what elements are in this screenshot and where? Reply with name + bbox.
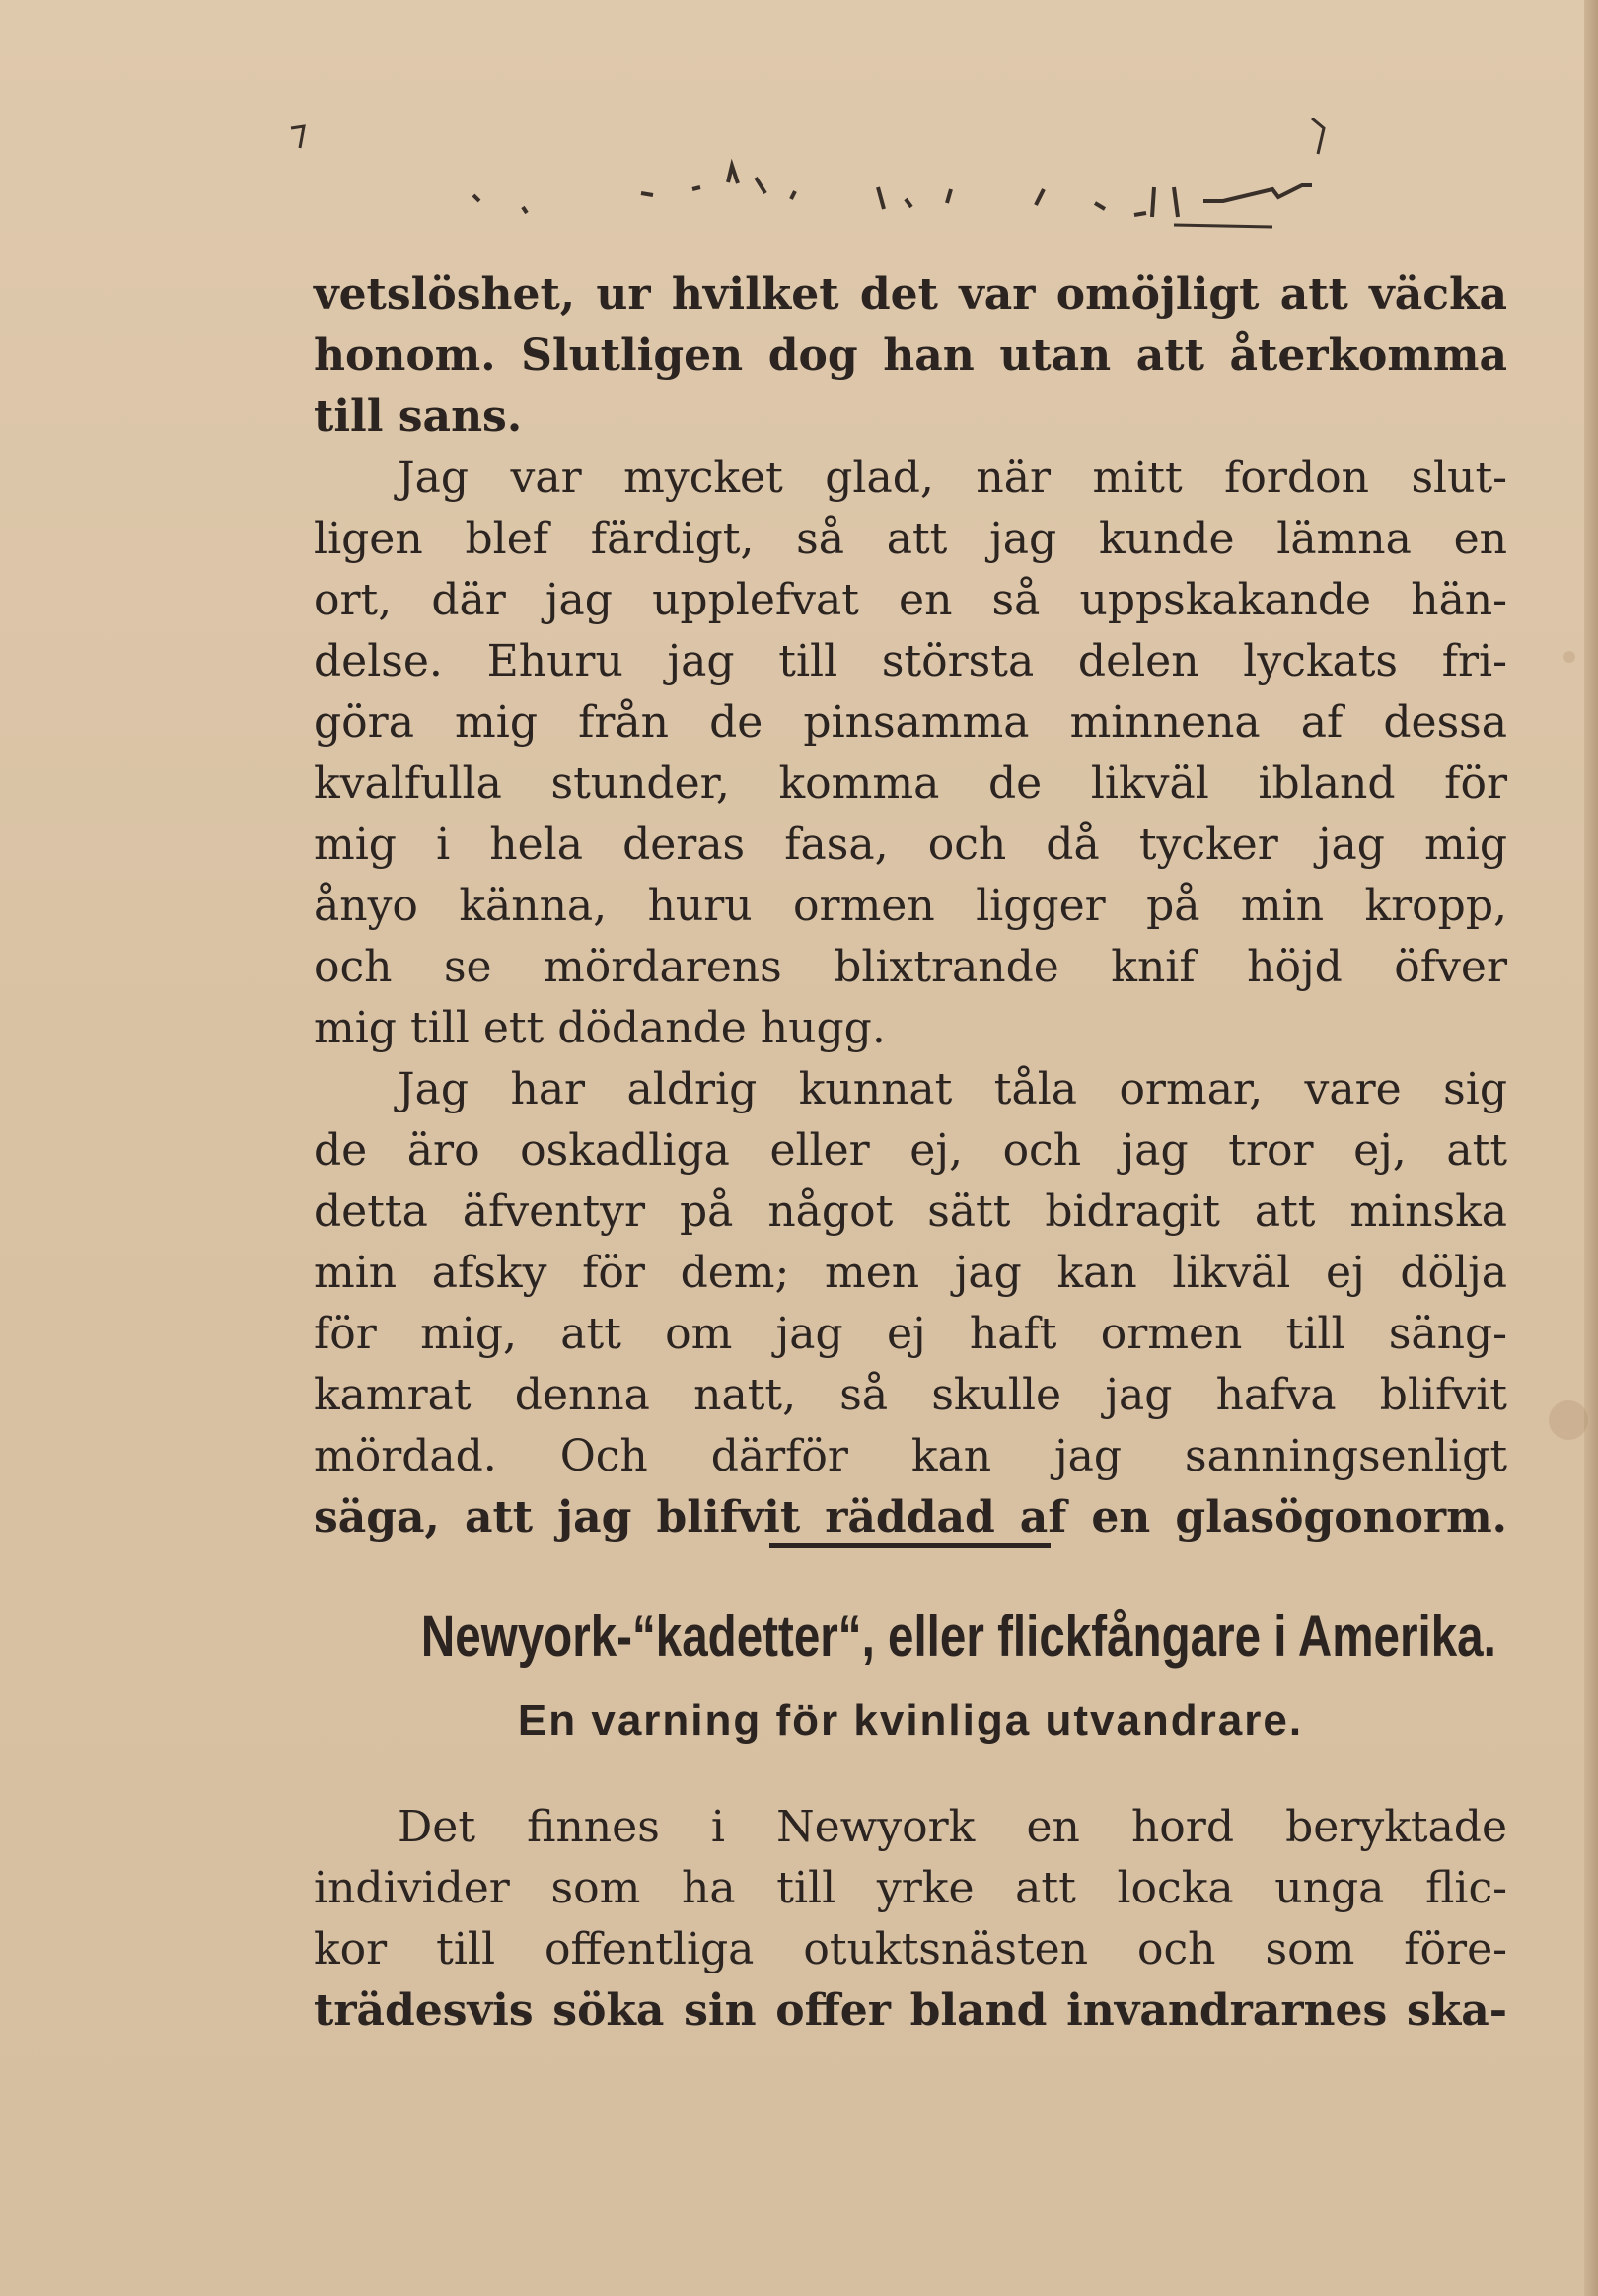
section-divider [769, 1543, 1051, 1548]
text-line: mördad. Och därför kan jag sanningsenligt [314, 1431, 1507, 1481]
text-line: kamrat denna natt, så skulle jag hafva blifvit [314, 1370, 1507, 1420]
text-line: delse. Ehuru jag till största delen lyckats fri- [314, 636, 1507, 686]
text-line: mig i hela deras fasa, och då tycker jag mig [314, 820, 1507, 870]
text-line: kvalfulla stunder, komma de likväl ibland för [314, 758, 1507, 809]
text-line: ort, där jag upplefvat en så uppskakande hän- [314, 575, 1507, 625]
text-line: Jag var mycket glad, när mitt fordon slut- [398, 453, 1507, 503]
text-line: och se mördarens blixtrande knif höjd öfver [314, 942, 1507, 992]
paper-stain [1563, 651, 1575, 663]
text-line: ånyo känna, huru ormen ligger på min kropp, [314, 881, 1507, 931]
text-line: Jag har aldrig kunnat tåla ormar, vare sig [398, 1064, 1507, 1114]
cropped-header-marks [286, 118, 1539, 237]
text-line: min afsky för dem; men jag kan likväl ej dölja [314, 1248, 1507, 1298]
text-line: för mig, att om jag ej haft ormen till säng- [314, 1309, 1507, 1359]
text-line: individer som ha till yrke att locka unga flic- [314, 1863, 1507, 1913]
text-line: kor till offentliga otuktsnästen och som före- [314, 1924, 1507, 1974]
text-line: säga, att jag blifvit räddad af en glasögonorm. [314, 1492, 1507, 1543]
page-edge [1584, 0, 1598, 2296]
header-marks-svg [286, 118, 1539, 237]
text-line: vetslöshet, ur hvilket det var omöjligt att väcka [314, 269, 1507, 320]
text-line: de äro oskadliga eller ej, och jag tror ej, att [314, 1125, 1507, 1176]
text-line: trädesvis söka sin offer bland invandrarnes ska- [314, 1985, 1507, 2036]
text-line: detta äfventyr på något sätt bidragit att minska [314, 1186, 1507, 1237]
text-line: Det finnes i Newyork en hord beryktade [398, 1802, 1507, 1852]
paper-stain [1549, 1400, 1588, 1440]
text-line: göra mig från de pinsamma minnena af dessa [314, 697, 1507, 748]
article-subheading: En varning för kvinliga utvandrare. [517, 1696, 1304, 1745]
article-heading: Newyork-“kadetter“, eller flickfångare i Amerika. [420, 1605, 1496, 1669]
text-line: mig till ett dödande hugg. [314, 1003, 886, 1053]
body-text-block [314, 264, 1507, 1548]
text-line: ligen blef färdigt, så att jag kunde lämna en [314, 514, 1507, 564]
text-line: honom. Slutligen dog han utan att återkomma [314, 330, 1507, 381]
article-text-block [314, 1797, 1507, 2042]
text-line: till sans. [314, 392, 523, 442]
